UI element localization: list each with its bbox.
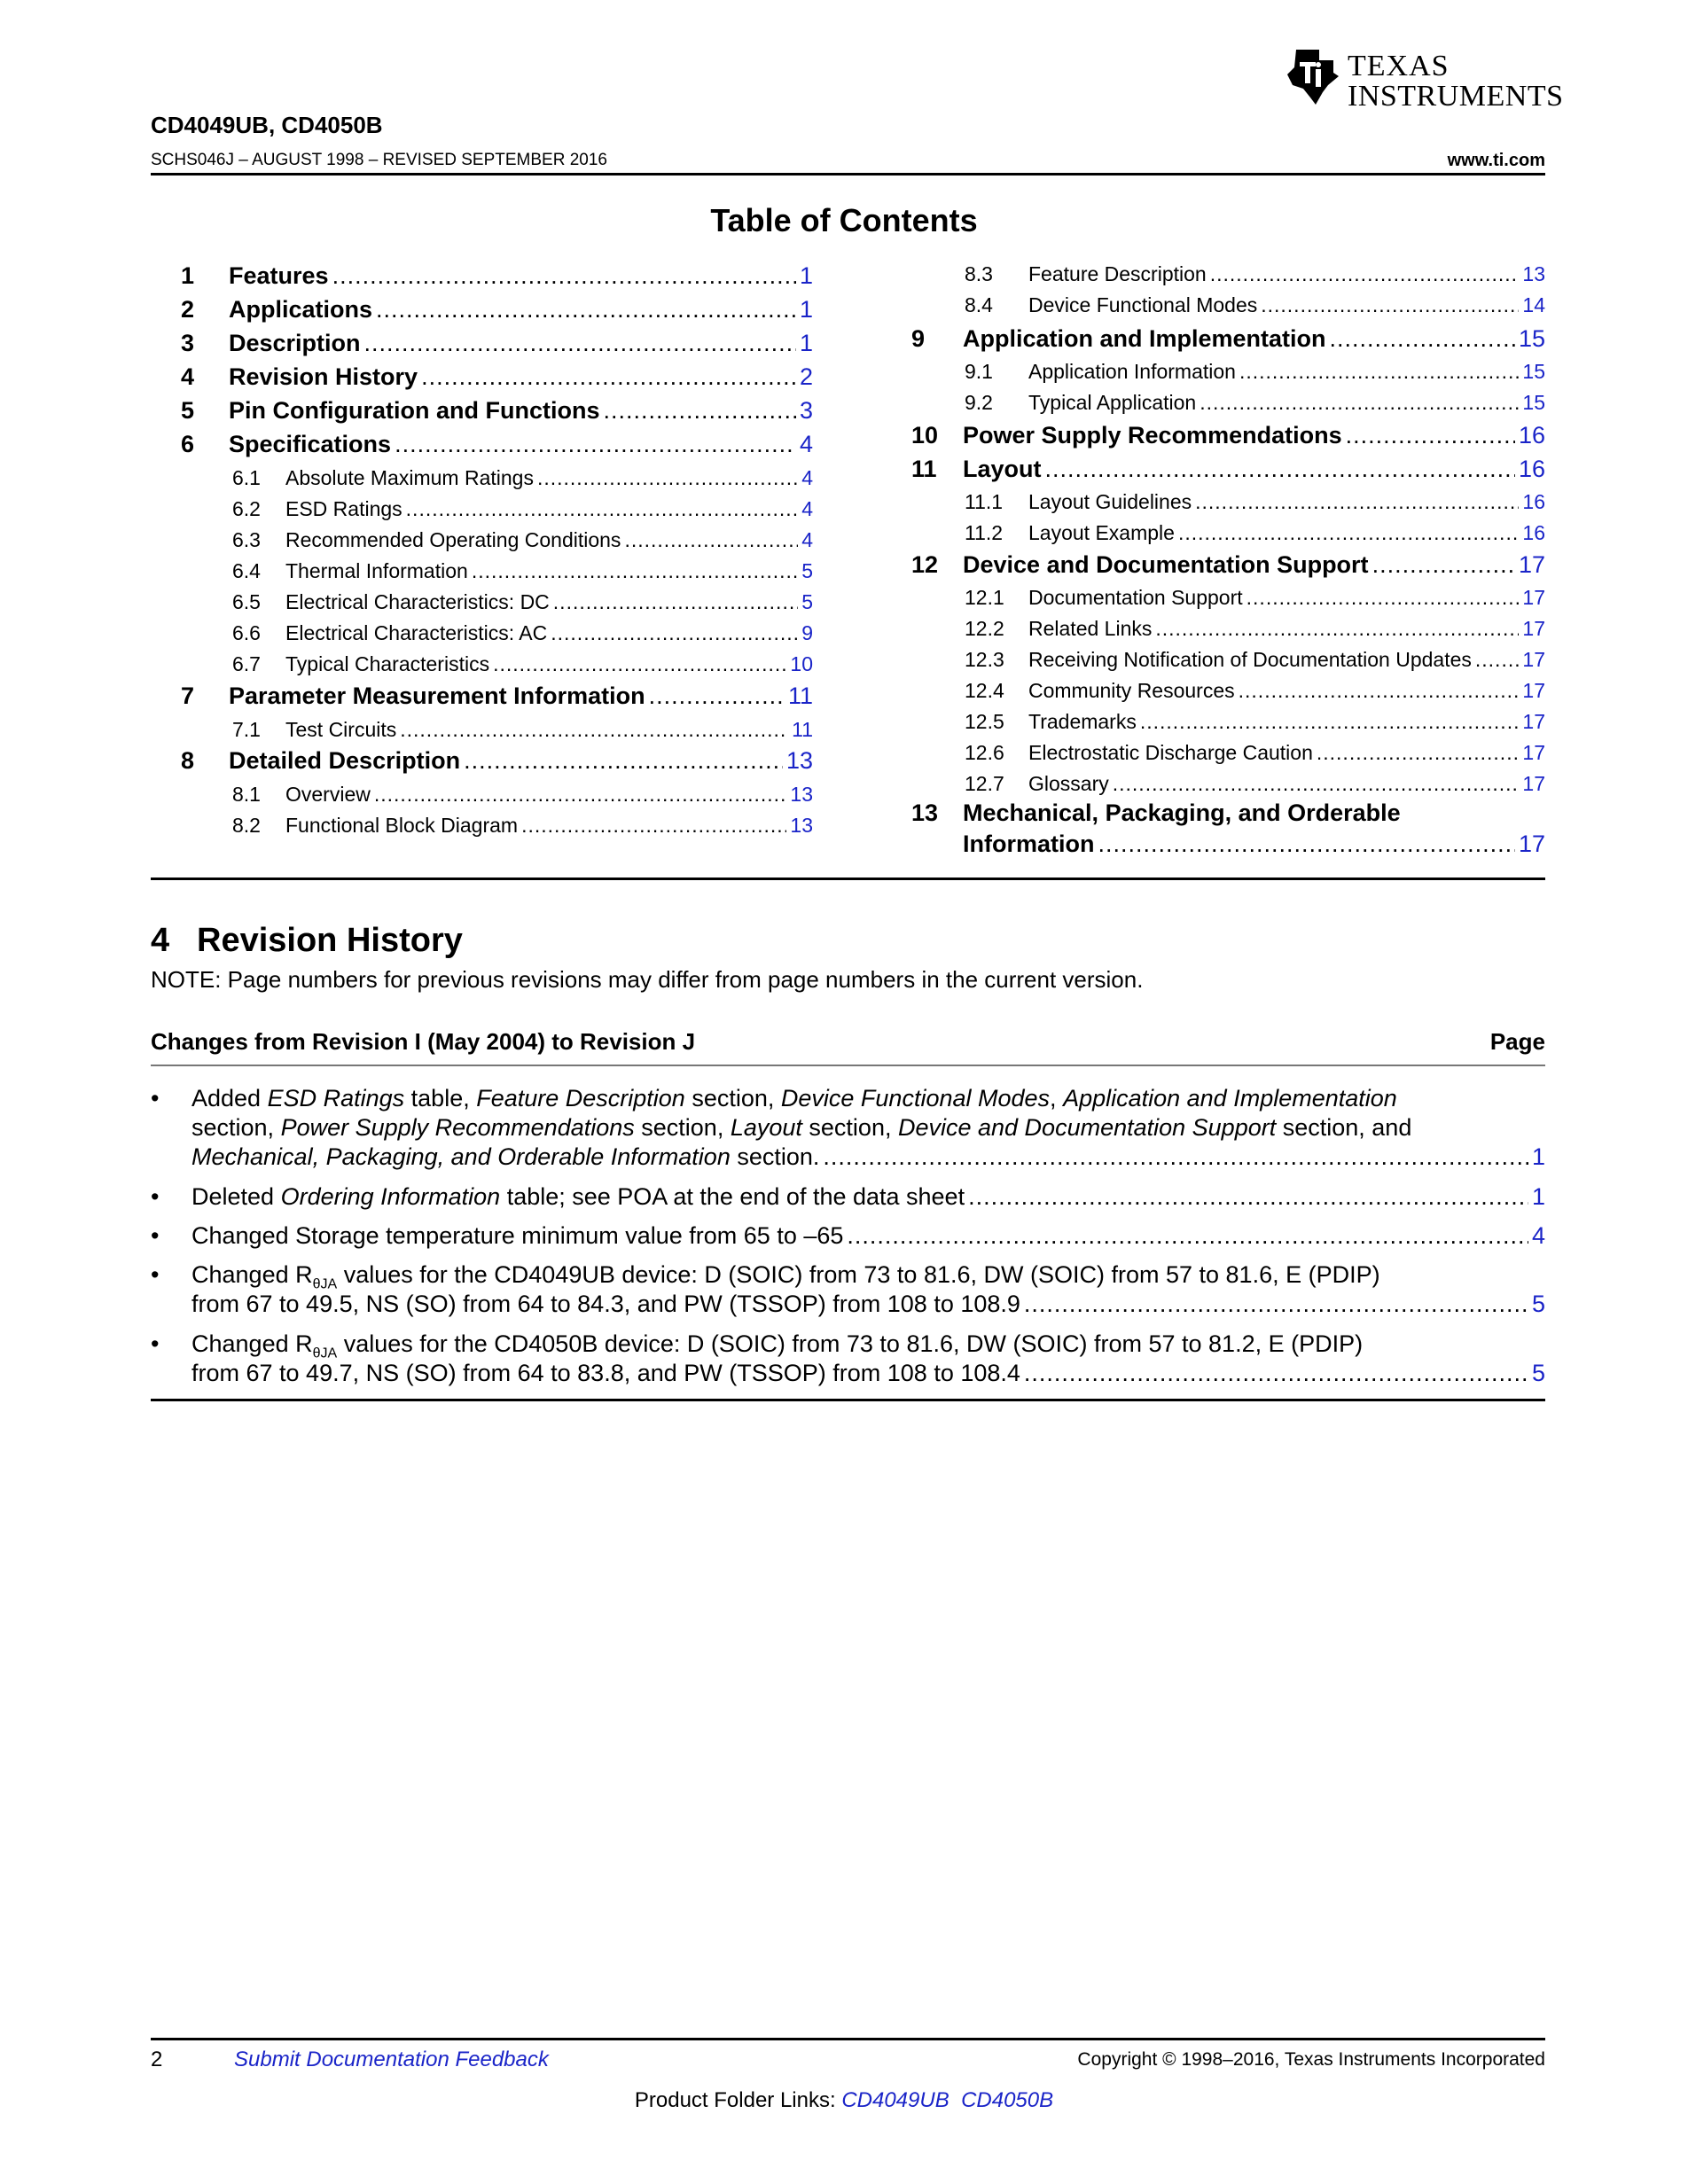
toc-label: Application and Implementation	[963, 325, 1326, 352]
bullet-mark: •	[151, 1183, 160, 1210]
toc-number: 12.6	[965, 741, 1004, 764]
toc-label: Layout Guidelines	[1028, 490, 1192, 513]
product-link-cd4050b[interactable]: CD4050B	[961, 2088, 1054, 2112]
toc-page-link[interactable]: 13	[785, 747, 813, 774]
toc-number: 3	[181, 330, 195, 356]
toc-page-link[interactable]: 17	[1522, 617, 1545, 640]
toc-label: Layout	[963, 456, 1042, 482]
page-link[interactable]: 4	[1531, 1222, 1545, 1249]
toc-number: 8.2	[232, 814, 261, 837]
toc-number: 6.2	[232, 497, 261, 520]
toc-number: 12.1	[965, 586, 1004, 609]
toc-number: 12.4	[965, 679, 1004, 702]
toc-label: Electrostatic Discharge Caution	[1028, 741, 1313, 764]
copyright: Copyright © 1998–2016, Texas Instruments Incorporated	[1077, 2049, 1545, 2070]
toc-entry[interactable]	[232, 814, 813, 838]
toc-number: 12.7	[965, 772, 1004, 795]
toc-page-link[interactable]: 16	[1518, 422, 1545, 448]
feedback-link[interactable]: Submit Documentation Feedback	[234, 2048, 549, 2071]
bullet-mark: •	[151, 1330, 160, 1357]
toc-entry[interactable]	[965, 710, 1545, 734]
toc-page-link[interactable]: 2	[799, 363, 813, 390]
header-rule	[151, 173, 1545, 176]
toc-page-link[interactable]: 17	[1522, 679, 1545, 702]
toc-number: 6.6	[232, 621, 261, 644]
toc-page-link[interactable]: 15	[1522, 360, 1545, 383]
toc-entry[interactable]	[181, 363, 813, 391]
toc-page-link[interactable]: 17	[1522, 710, 1545, 733]
logo-line-1: TEXAS	[1348, 50, 1450, 82]
toc-entry[interactable]	[911, 456, 1545, 483]
toc-number: 7.1	[232, 718, 261, 741]
change-item-1: • Added ESD Ratings table, Feature Description section, Device Functional Modes, Application and Implementation section, Power Supply Recommendations section, Layout section, Device and Documentation Support section, and Mechanical, Packaging, and Orderable Information section. ..... 1	[151, 1084, 1545, 1173]
page-link[interactable]: 1	[1531, 1183, 1545, 1210]
toc-entry[interactable]	[232, 621, 813, 645]
toc-page-link[interactable]: 11	[792, 718, 813, 741]
toc-entry[interactable]	[181, 431, 813, 458]
toc-number: 8.1	[232, 783, 261, 806]
toc-label: Device Functional Modes	[1028, 293, 1258, 316]
part-numbers: CD4049UB, CD4050B	[151, 112, 383, 138]
toc-label: Detailed Description	[229, 747, 461, 774]
toc-number: 6.7	[232, 652, 261, 675]
toc-entry[interactable]	[232, 718, 813, 742]
toc-label: Community Resources	[1028, 679, 1235, 702]
toc-page-link[interactable]: 5	[801, 590, 813, 613]
toc-entry[interactable]	[232, 590, 813, 614]
changes-bottom-rule	[151, 1399, 1545, 1401]
toc-entry[interactable]	[232, 528, 813, 552]
toc-label: Parameter Measurement Information	[229, 682, 645, 709]
toc-label: Typical Application	[1028, 391, 1197, 414]
toc-label: Applications	[229, 296, 373, 323]
toc-label: Application Information	[1028, 360, 1236, 383]
revision-note: NOTE: Page numbers for previous revisions may differ from page numbers in the current version.	[151, 966, 1144, 993]
toc-number: 8.4	[965, 293, 993, 316]
toc-entry[interactable]	[232, 652, 813, 676]
page-link[interactable]: 5	[1531, 1291, 1545, 1317]
bullet-mark: •	[151, 1261, 160, 1288]
toc-label: Electrical Characteristics: DC	[285, 590, 550, 613]
toc-label: Glossary	[1028, 772, 1109, 795]
toc-page-link[interactable]: 11	[787, 682, 813, 709]
changes-rule	[151, 1065, 1545, 1066]
toc-number: 9	[911, 325, 926, 352]
toc-page-link[interactable]: 1	[799, 262, 813, 289]
toc-page-link[interactable]: 17	[1518, 831, 1545, 857]
change-item-3: • Changed Storage temperature minimum value from 65 to –65 ..... 4	[151, 1221, 1545, 1252]
toc-label: Device and Documentation Support	[963, 551, 1369, 578]
toc-number: 10	[911, 422, 939, 448]
toc-page-link[interactable]: 4	[801, 528, 813, 551]
toc-entry[interactable]	[965, 490, 1545, 514]
toc-entry[interactable]	[911, 422, 1545, 449]
toc-page-link[interactable]: 17	[1522, 772, 1545, 795]
toc-number: 9.2	[965, 391, 993, 414]
toc-label: Functional Block Diagram	[285, 814, 519, 837]
toc-label: Overview	[285, 783, 371, 806]
toc-entry[interactable]	[965, 679, 1545, 703]
toc-label: Thermal Information	[285, 559, 468, 582]
document-id: SCHS046J – AUGUST 1998 – REVISED SEPTEMBER 2016	[151, 151, 607, 169]
toc-number: 12.2	[965, 617, 1004, 640]
toc-entry[interactable]	[965, 617, 1545, 641]
toc-label: Mechanical, Packaging, and Orderable	[963, 800, 1401, 826]
toc-label: Typical Characteristics	[285, 652, 490, 675]
change-item-2: • Deleted Ordering Information table; see POA at the end of the data sheet ..... 1	[151, 1182, 1545, 1213]
toc-number: 12	[911, 551, 939, 578]
toc-entry[interactable]	[911, 551, 1545, 579]
toc-bottom-rule	[151, 878, 1545, 880]
toc-label: Layout Example	[1028, 521, 1175, 544]
change-item-5: • Changed $R_{\theta JA}$ values for the CD4050B device: D (SOIC) from 73 to 81.6, DW (SOIC) from 57 to 81.2, E (PDIP) from 67 to 49.7, NS (SO) from 64 to 83.8, and PW (TSSOP) from 108 to 108.4 ..... 5	[151, 1330, 1545, 1390]
toc-number: 1	[181, 262, 195, 289]
toc-page-link[interactable]: 1	[799, 330, 813, 356]
toc-number: 7	[181, 682, 195, 709]
toc-entry[interactable]	[911, 800, 1545, 858]
toc-label: Trademarks	[1028, 710, 1137, 733]
logo-line-2: INSTRUMENTS	[1348, 80, 1564, 113]
toc-label: ESD Ratings	[285, 497, 402, 520]
toc-number: 6	[181, 431, 195, 457]
toc-label: Absolute Maximum Ratings	[285, 466, 534, 489]
toc-label: Specifications	[229, 431, 392, 457]
toc-label: Feature Description	[1028, 262, 1207, 285]
product-folder-links: Product Folder Links: CD4049UB CD4050B	[634, 2088, 1054, 2112]
page-link[interactable]: 1	[1531, 1143, 1545, 1170]
toc-number: 11.2	[965, 521, 1004, 544]
toc-label: Features	[229, 262, 329, 289]
toc-page-link[interactable]: 4	[799, 431, 813, 457]
toc-number: 2	[181, 296, 195, 323]
toc-page-link[interactable]: 15	[1518, 325, 1545, 352]
toc-entry[interactable]	[232, 559, 813, 583]
change-item-4: • Changed $R_{\theta JA}$ values for the CD4049UB device: D (SOIC) from 73 to 81.6, DW (SOIC) from 57 to 81.6, E (PDIP) from 67 to 49.5, NS (SO) from 64 to 84.3, and PW (TSSOP) from 108 to 108.9 ..... 5	[151, 1260, 1545, 1321]
toc-entry[interactable]	[181, 747, 813, 775]
toc-number: 6.5	[232, 590, 261, 613]
toc-entry[interactable]	[181, 262, 813, 290]
ti-logo	[1284, 46, 1564, 113]
toc-page-link[interactable]: 13	[1522, 262, 1545, 285]
toc-entry[interactable]	[232, 783, 813, 807]
toc-page-link[interactable]: 4	[801, 466, 813, 489]
toc-entry[interactable]	[965, 741, 1545, 765]
toc-page-link[interactable]: 14	[1522, 293, 1545, 316]
toc-page-link[interactable]: 5	[801, 559, 813, 582]
toc-entry[interactable]	[181, 397, 813, 425]
toc-label: Description	[229, 330, 361, 356]
toc-page-link[interactable]: 16	[1518, 456, 1545, 482]
toc-label: Recommended Operating Conditions	[285, 528, 621, 551]
page-number: 2	[151, 2048, 163, 2071]
toc-entry[interactable]	[965, 521, 1545, 545]
toc-entry[interactable]	[181, 330, 813, 357]
toc-label: Receiving Notification of Documentation Updates	[1028, 648, 1472, 671]
toc-page-link[interactable]: 16	[1522, 490, 1545, 513]
toc-entry[interactable]	[965, 648, 1545, 672]
revision-history-heading	[151, 922, 463, 960]
toc-page-link[interactable]: 10	[790, 652, 813, 675]
website-link[interactable]: www.ti.com	[1447, 151, 1545, 170]
toc-number: 12.5	[965, 710, 1004, 733]
toc-page-link[interactable]: 16	[1522, 521, 1545, 544]
toc-number: 6.4	[232, 559, 261, 582]
toc-number: 11.1	[965, 490, 1004, 513]
section-number: 4	[151, 922, 170, 959]
product-link-cd4049ub[interactable]: CD4049UB	[841, 2088, 950, 2112]
toc-number: 8.3	[965, 262, 993, 285]
toc-label: Documentation Support	[1028, 586, 1243, 609]
toc-entry[interactable]	[232, 466, 813, 490]
toc-entry[interactable]	[232, 497, 813, 521]
toc-number: 6.3	[232, 528, 261, 551]
toc-page-link[interactable]: 4	[801, 497, 813, 520]
toc-entry[interactable]	[965, 772, 1545, 796]
bullet-mark: •	[151, 1222, 160, 1249]
toc-page-link[interactable]: 13	[790, 814, 813, 837]
toc-label: Revision History	[229, 363, 418, 390]
toc-label: Pin Configuration and Functions	[229, 397, 600, 424]
toc-number: 8	[181, 747, 195, 774]
toc-label: Electrical Characteristics: AC	[285, 621, 548, 644]
toc-entry[interactable]	[181, 296, 813, 324]
toc-label: Power Supply Recommendations	[963, 422, 1342, 448]
toc-page-link[interactable]: 15	[1522, 391, 1545, 414]
changes-page-heading: Page	[1489, 1028, 1545, 1055]
bullet-mark: •	[151, 1085, 160, 1112]
toc-page-link[interactable]: 3	[799, 397, 813, 424]
toc-page-link[interactable]: 17	[1522, 648, 1545, 671]
footer-rule	[151, 2038, 1545, 2040]
section-title: Revision History	[197, 922, 463, 959]
changes-heading: Changes from Revision I (May 2004) to Revision J	[151, 1028, 696, 1055]
toc-page-link[interactable]: 1	[799, 296, 813, 323]
ti-logo-icon	[1284, 46, 1342, 106]
toc-number: 13	[911, 800, 939, 826]
toc-entry[interactable]	[965, 293, 1545, 317]
toc-page-link[interactable]: 17	[1522, 586, 1545, 609]
toc-page-link[interactable]: 17	[1518, 551, 1545, 578]
toc-entry[interactable]	[965, 391, 1545, 415]
toc-number: 11	[911, 456, 937, 482]
toc-number: 5	[181, 397, 195, 424]
toc-entry[interactable]	[181, 682, 813, 710]
toc-title: Table of Contents	[710, 202, 978, 238]
page-link[interactable]: 5	[1531, 1360, 1545, 1386]
toc-label: Related Links	[1028, 617, 1153, 640]
toc-entry[interactable]	[965, 360, 1545, 384]
toc-entry[interactable]	[965, 586, 1545, 610]
toc-page-link[interactable]: 13	[790, 783, 813, 806]
toc-number: 12.3	[965, 648, 1004, 671]
toc-number: 9.1	[965, 360, 993, 383]
toc-number: 6.1	[232, 466, 261, 489]
toc-entry[interactable]	[965, 262, 1545, 286]
toc-page-link[interactable]: 17	[1522, 741, 1545, 764]
toc-page-link[interactable]: 9	[801, 621, 813, 644]
toc-label: Test Circuits	[285, 718, 397, 741]
toc-number: 4	[181, 363, 195, 390]
toc-label-line2: Information	[963, 831, 1095, 857]
toc-entry[interactable]	[911, 325, 1545, 353]
